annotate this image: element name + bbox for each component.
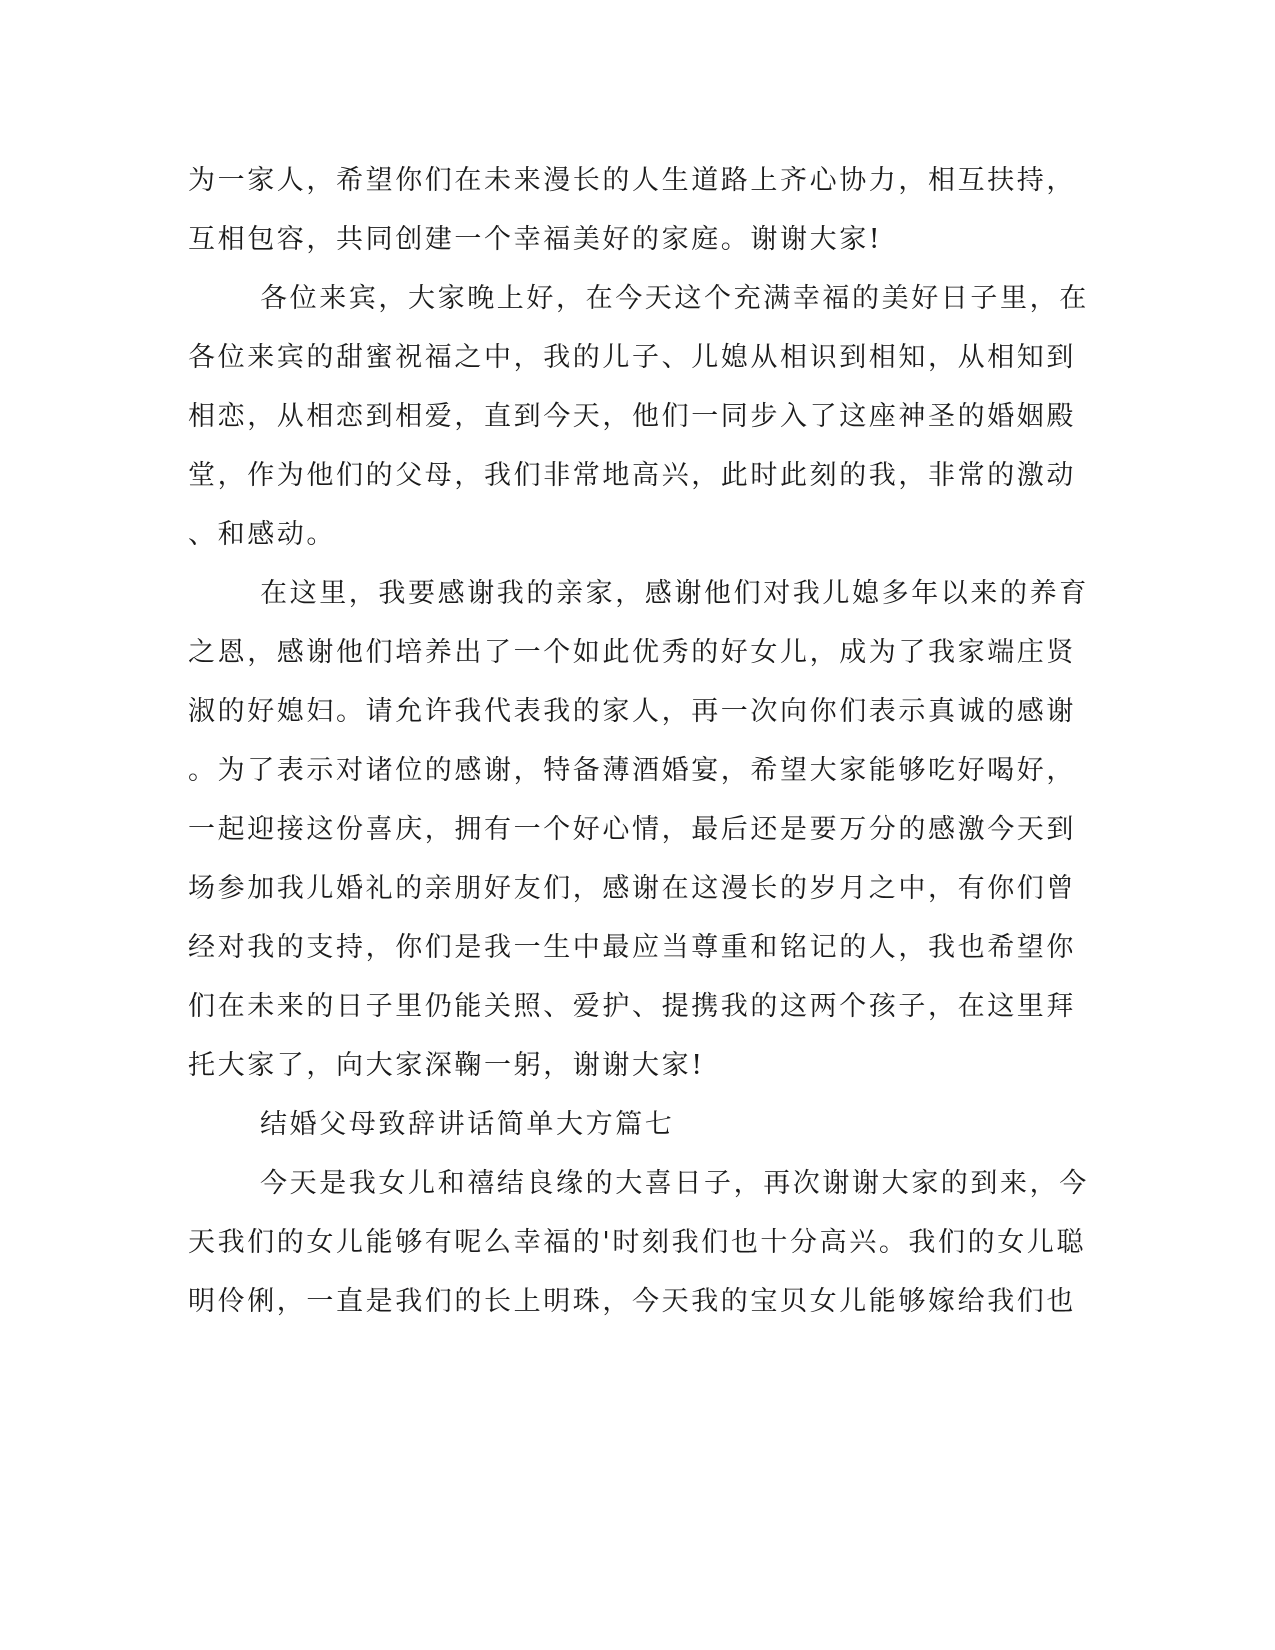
- paragraph-start: 今天是我女儿和禧结良缘的大喜日子，再次谢谢大家的到来，今: [260, 1168, 1089, 1199]
- text-line: 场参加我儿婚礼的亲朋好友们，感谢在这漫长的岁月之中，有你们曾: [188, 873, 1076, 904]
- text-line: 们在未来的日子里仍能关照、爱护、提携我的这两个孩子，在这里拜: [188, 991, 1076, 1022]
- text-line: 。为了表示对诸位的感谢，特备薄酒婚宴，希望大家能够吃好喝好，: [188, 755, 1076, 786]
- text-line: 天我们的女儿能够有呢么幸福的'时刻我们也十分高兴。我们的女儿聪: [188, 1227, 1087, 1258]
- text-line: 各位来宾的甜蜜祝福之中，我的儿子、儿媳从相识到相知，从相知到: [188, 342, 1076, 373]
- text-line: 淑的好媳妇。请允许我代表我的家人，再一次向你们表示真诚的感谢: [188, 696, 1076, 727]
- text-line: 为一家人，希望你们在未来漫长的人生道路上齐心协力，相互扶持，: [188, 165, 1076, 196]
- text-line: 经对我的支持，你们是我一生中最应当尊重和铭记的人，我也希望你: [188, 932, 1076, 963]
- text-line: 堂，作为他们的父母，我们非常地高兴，此时此刻的我，非常的激动: [188, 460, 1076, 491]
- text-line: 、和感动。: [188, 519, 336, 550]
- text-line: 一起迎接这份喜庆，拥有一个好心情，最后还是要万分的感激今天到: [188, 814, 1076, 845]
- text-line: 明伶俐，一直是我们的长上明珠，今天我的宝贝女儿能够嫁给我们也: [188, 1286, 1076, 1317]
- text-line: 托大家了，向大家深鞠一躬，谢谢大家!: [188, 1050, 705, 1081]
- paragraph-start: 在这里，我要感谢我的亲家，感谢他们对我儿媳多年以来的养育: [260, 578, 1089, 609]
- text-line: 相恋，从相恋到相爱，直到今天，他们一同步入了这座神圣的婚姻殿: [188, 401, 1076, 432]
- paragraph-start: 各位来宾，大家晚上好，在今天这个充满幸福的美好日子里，在: [260, 283, 1089, 314]
- text-line: 之恩，感谢他们培养出了一个如此优秀的好女儿，成为了我家端庄贤: [188, 637, 1076, 668]
- section-heading: 结婚父母致辞讲话简单大方篇七: [260, 1109, 675, 1140]
- text-line: 互相包容，共同创建一个幸福美好的家庭。谢谢大家!: [188, 224, 883, 255]
